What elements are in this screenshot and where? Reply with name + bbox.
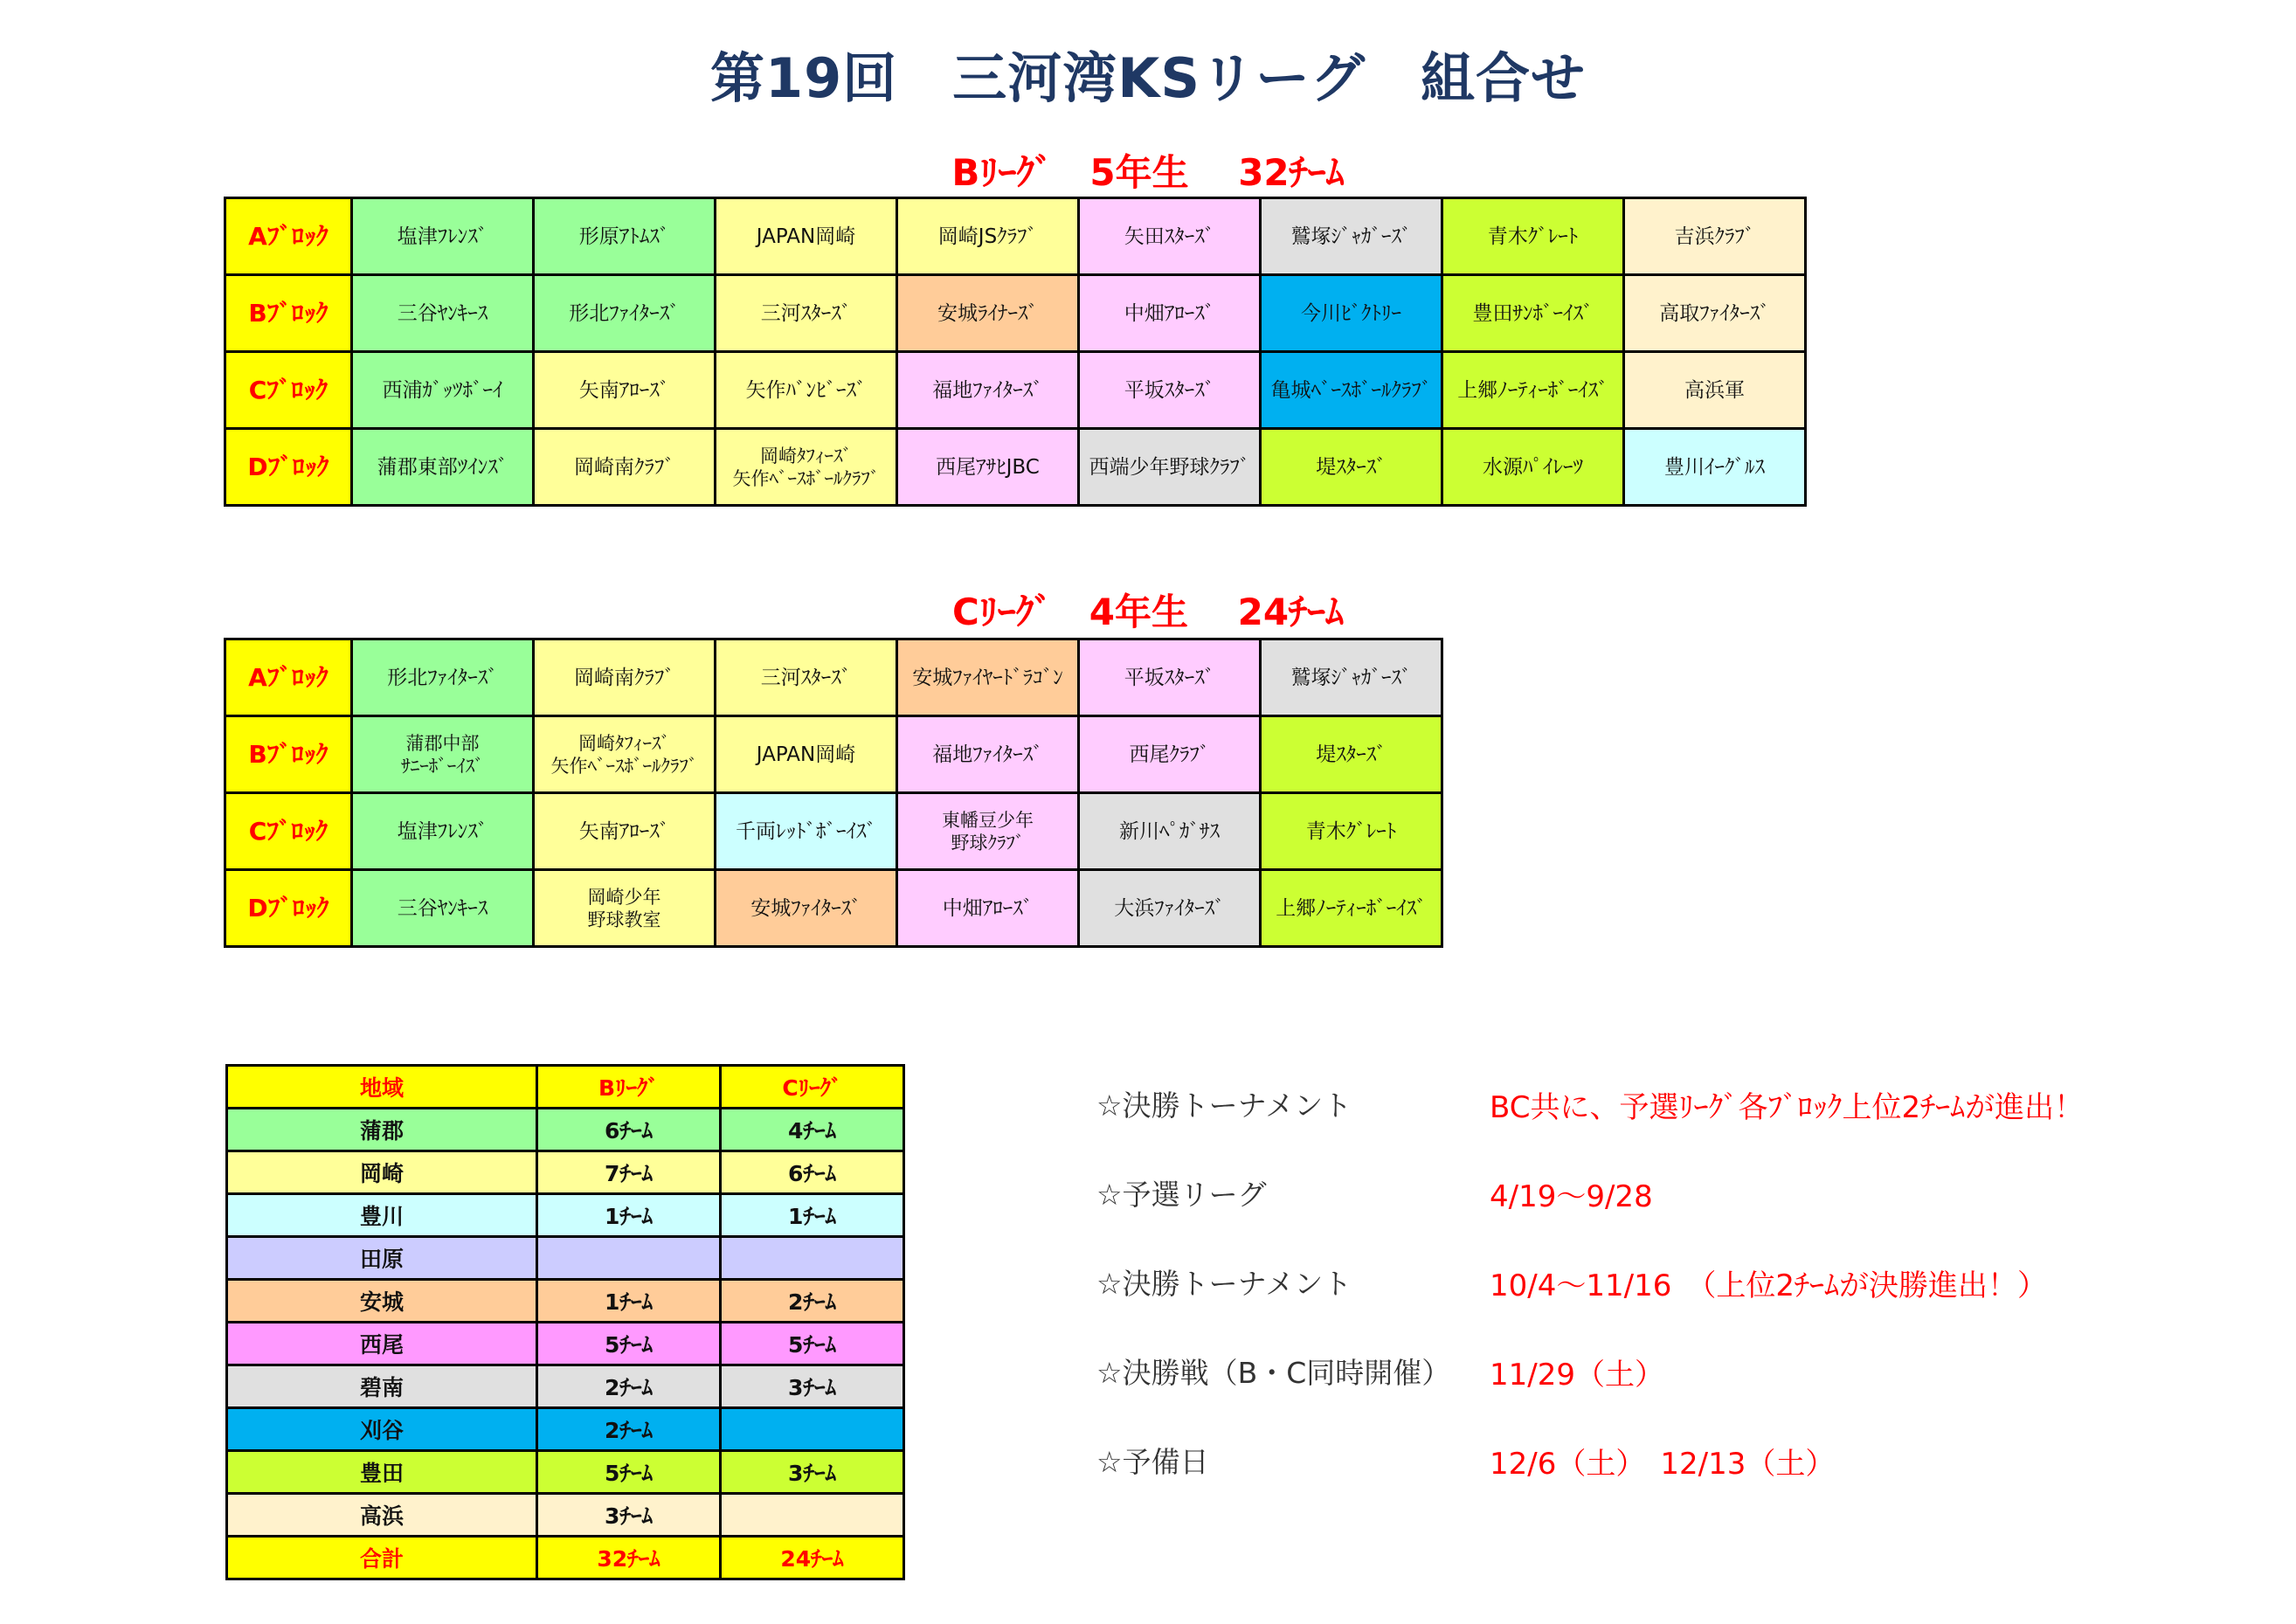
summary-cell-c: 1ﾁｰﾑ bbox=[721, 1194, 904, 1237]
team-cell bbox=[534, 716, 716, 793]
summary-cell-b: 1ﾁｰﾑ bbox=[537, 1280, 721, 1323]
summary-cell-b: 7ﾁｰﾑ bbox=[537, 1151, 721, 1194]
block-label: Aﾌﾞﾛｯｸ bbox=[225, 198, 352, 275]
team-cell: 三河ｽﾀｰｽﾞ bbox=[716, 275, 897, 352]
team-cell: 蒲郡東部ﾂｲﾝｽﾞ bbox=[352, 429, 534, 506]
block-row bbox=[225, 429, 1806, 506]
b-league-heading: Bﾘｰｸﾞ 5年生 32ﾁｰﾑ bbox=[951, 151, 1345, 194]
info-value: 10/4～11/16 （上位2ﾁｰﾑが決勝進出！） bbox=[1490, 1268, 2047, 1303]
c-league-heading: Cﾘｰｸﾞ 4年生 24ﾁｰﾑ bbox=[951, 591, 1345, 633]
summary-cell-region: 安城 bbox=[227, 1280, 537, 1323]
team-cell: 矢南ｱﾛｰｽﾞ bbox=[534, 352, 716, 429]
summary-cell-region: 刈谷 bbox=[227, 1408, 537, 1451]
team-cell: 岡崎南ｸﾗﾌﾞ bbox=[534, 429, 716, 506]
team-name-line: 野球ｸﾗﾌﾞ bbox=[951, 832, 1025, 853]
block-row bbox=[225, 275, 1806, 352]
team-cell: 安城ﾗｲﾅｰｽﾞ bbox=[897, 275, 1079, 352]
team-cell: 福地ﾌｧｲﾀｰｽﾞ bbox=[897, 716, 1079, 793]
team-cell: 中畑ｱﾛｰｽﾞ bbox=[1079, 275, 1261, 352]
team-cell: JAPAN岡崎 bbox=[716, 198, 897, 275]
block-row bbox=[225, 639, 1442, 716]
c-league-table bbox=[224, 638, 1443, 948]
team-name-line: ｻﾆｰﾎﾞｰｲｽﾞ bbox=[401, 755, 484, 777]
team-name-line: 蒲郡中部 bbox=[405, 732, 480, 754]
summary-row bbox=[227, 1365, 904, 1408]
team-cell: 福地ﾌｧｲﾀｰｽﾞ bbox=[897, 352, 1079, 429]
team-cell: 塩津ﾌﾚﾝｽﾞ bbox=[352, 793, 534, 870]
team-cell: 西尾ｸﾗﾌﾞ bbox=[1079, 716, 1261, 793]
page-title: 第19回 三河湾KSリーグ 組合せ bbox=[710, 46, 1586, 110]
summary-header-cell: Bﾘｰｸﾞ bbox=[537, 1066, 721, 1109]
region-summary-table bbox=[225, 1064, 905, 1580]
summary-cell-c: 6ﾁｰﾑ bbox=[721, 1151, 904, 1194]
summary-cell-c: 4ﾁｰﾑ bbox=[721, 1109, 904, 1151]
team-name-line: 矢作ﾍﾞｰｽﾎﾞｰﾙｸﾗﾌﾞ bbox=[550, 755, 698, 777]
team-cell: 青木ｸﾞﾚｰﾄ bbox=[1442, 198, 1624, 275]
team-cell: 西尾ｱｻﾋJBC bbox=[897, 429, 1079, 506]
team-cell: 形北ﾌｧｲﾀｰｽﾞ bbox=[534, 275, 716, 352]
summary-cell-c bbox=[721, 1408, 904, 1451]
team-cell: 塩津ﾌﾚﾝｽﾞ bbox=[352, 198, 534, 275]
team-cell: 中畑ｱﾛｰｽﾞ bbox=[897, 870, 1079, 947]
summary-cell-c: 5ﾁｰﾑ bbox=[721, 1323, 904, 1365]
team-cell: 西浦ｶﾞｯﾂﾎﾞｰｲ bbox=[352, 352, 534, 429]
summary-cell-b bbox=[537, 1237, 721, 1280]
team-name-line: 岡崎ﾀﾌｨｰｽﾞ bbox=[578, 732, 670, 754]
block-label: Dﾌﾞﾛｯｸ bbox=[225, 870, 352, 947]
team-cell: 平坂ｽﾀｰｽﾞ bbox=[1079, 352, 1261, 429]
team-cell: 豊田ｻﾝﾎﾞｰｲｽﾞ bbox=[1442, 275, 1624, 352]
team-cell: JAPAN岡崎 bbox=[716, 716, 897, 793]
team-name-line: 岡崎少年 bbox=[587, 886, 661, 908]
block-label: Bﾌﾞﾛｯｸ bbox=[225, 275, 352, 352]
block-label: Cﾌﾞﾛｯｸ bbox=[225, 352, 352, 429]
team-name-line: 矢作ﾍﾞｰｽﾎﾞｰﾙｸﾗﾌﾞ bbox=[732, 467, 880, 489]
summary-cell-region: 高浜 bbox=[227, 1494, 537, 1537]
summary-cell-b: 1ﾁｰﾑ bbox=[537, 1194, 721, 1237]
team-cell: 堤ｽﾀｰｽﾞ bbox=[1261, 716, 1442, 793]
summary-row bbox=[227, 1109, 904, 1151]
block-row bbox=[225, 198, 1806, 275]
info-label: ☆予選リーグ bbox=[1096, 1178, 1267, 1212]
team-cell: 矢南ｱﾛｰｽﾞ bbox=[534, 793, 716, 870]
team-cell: 形原ｱﾄﾑｽﾞ bbox=[534, 198, 716, 275]
block-label: Dﾌﾞﾛｯｸ bbox=[225, 429, 352, 506]
info-label: ☆決勝トーナメント bbox=[1096, 1088, 1352, 1123]
summary-cell-region: 碧南 bbox=[227, 1365, 537, 1408]
team-cell: 豊川ｲｰｸﾞﾙｽ bbox=[1624, 429, 1806, 506]
info-row bbox=[1096, 1083, 2258, 1172]
summary-cell-b: 2ﾁｰﾑ bbox=[537, 1408, 721, 1451]
team-name-line: 岡崎ﾀﾌｨｰｽﾞ bbox=[760, 445, 852, 466]
info-label: ☆予備日 bbox=[1096, 1445, 1209, 1479]
info-value: 4/19～9/28 bbox=[1490, 1179, 1653, 1214]
summary-total-region: 合計 bbox=[227, 1537, 537, 1579]
summary-cell-b: 5ﾁｰﾑ bbox=[537, 1323, 721, 1365]
summary-cell-region: 岡崎 bbox=[227, 1151, 537, 1194]
summary-cell-b: 6ﾁｰﾑ bbox=[537, 1109, 721, 1151]
team-cell: 矢田ｽﾀｰｽﾞ bbox=[1079, 198, 1261, 275]
block-label: Aﾌﾞﾛｯｸ bbox=[225, 639, 352, 716]
summary-cell-region: 西尾 bbox=[227, 1323, 537, 1365]
info-row bbox=[1096, 1351, 2258, 1440]
team-cell: 岡崎南ｸﾗﾌﾞ bbox=[534, 639, 716, 716]
team-cell: 西端少年野球ｸﾗﾌﾞ bbox=[1079, 429, 1261, 506]
summary-row bbox=[227, 1237, 904, 1280]
summary-cell-b: 3ﾁｰﾑ bbox=[537, 1494, 721, 1537]
summary-total-c: 24ﾁｰﾑ bbox=[721, 1537, 904, 1579]
team-cell: 上郷ﾉｰﾃｨｰﾎﾞｰｲｽﾞ bbox=[1261, 870, 1442, 947]
summary-row bbox=[227, 1194, 904, 1237]
summary-cell-region: 豊田 bbox=[227, 1451, 537, 1494]
summary-cell-c bbox=[721, 1494, 904, 1537]
block-row bbox=[225, 793, 1442, 870]
team-cell: 上郷ﾉｰﾃｨｰﾎﾞｰｲｽﾞ bbox=[1442, 352, 1624, 429]
info-label: ☆決勝戦（B・C同時開催） bbox=[1096, 1356, 1451, 1390]
team-cell: 形北ﾌｧｲﾀｰｽﾞ bbox=[352, 639, 534, 716]
team-cell: 鷲塚ｼﾞｬｶﾞｰｽﾞ bbox=[1261, 639, 1442, 716]
team-cell bbox=[716, 429, 897, 506]
team-cell: 矢作ﾊﾞﾝﾋﾞｰｽﾞ bbox=[716, 352, 897, 429]
summary-row bbox=[227, 1408, 904, 1451]
team-cell bbox=[897, 793, 1079, 870]
summary-header-cell: Cﾘｰｸﾞ bbox=[721, 1066, 904, 1109]
summary-row bbox=[227, 1280, 904, 1323]
summary-cell-b: 2ﾁｰﾑ bbox=[537, 1365, 721, 1408]
team-cell: 三谷ﾔﾝｷｰｽ bbox=[352, 870, 534, 947]
block-label: Bﾌﾞﾛｯｸ bbox=[225, 716, 352, 793]
team-cell: 吉浜ｸﾗﾌﾞ bbox=[1624, 198, 1806, 275]
team-cell: 高取ﾌｧｲﾀｰｽﾞ bbox=[1624, 275, 1806, 352]
summary-total-row bbox=[227, 1537, 904, 1579]
summary-row bbox=[227, 1323, 904, 1365]
team-cell: 千両ﾚｯﾄﾞﾎﾞｰｲｽﾞ bbox=[716, 793, 897, 870]
summary-cell-c bbox=[721, 1237, 904, 1280]
team-cell: 新川ﾍﾟｶﾞｻｽ bbox=[1079, 793, 1261, 870]
summary-cell-region: 豊川 bbox=[227, 1194, 537, 1237]
block-label: Cﾌﾞﾛｯｸ bbox=[225, 793, 352, 870]
summary-cell-c: 3ﾁｰﾑ bbox=[721, 1451, 904, 1494]
block-row bbox=[225, 716, 1442, 793]
summary-row bbox=[227, 1151, 904, 1194]
block-row bbox=[225, 870, 1442, 947]
team-name-line: 東幡豆少年 bbox=[942, 809, 1034, 831]
info-row bbox=[1096, 1172, 2258, 1261]
team-cell: 亀城ﾍﾞｰｽﾎﾞｰﾙｸﾗﾌﾞ bbox=[1261, 352, 1442, 429]
team-cell bbox=[352, 716, 534, 793]
team-cell: 三河ｽﾀｰｽﾞ bbox=[716, 639, 897, 716]
summary-row bbox=[227, 1451, 904, 1494]
team-cell: 水源ﾊﾟｲﾚｰﾂ bbox=[1442, 429, 1624, 506]
info-value: BC共に、予選ﾘｰｸﾞ各ﾌﾞﾛｯｸ上位2ﾁｰﾑが進出！ bbox=[1490, 1090, 2085, 1125]
team-name-line: 野球教室 bbox=[587, 909, 661, 930]
team-cell bbox=[534, 870, 716, 947]
team-cell: 岡崎JSｸﾗﾌﾞ bbox=[897, 198, 1079, 275]
summary-cell-c: 2ﾁｰﾑ bbox=[721, 1280, 904, 1323]
team-cell: 三谷ﾔﾝｷｰｽ bbox=[352, 275, 534, 352]
info-value: 11/29（土） bbox=[1490, 1358, 1664, 1392]
summary-header-row bbox=[227, 1066, 904, 1109]
team-cell: 安城ﾌｧｲﾀｰｽﾞ bbox=[716, 870, 897, 947]
block-row bbox=[225, 352, 1806, 429]
summary-row bbox=[227, 1494, 904, 1537]
schedule-info bbox=[1096, 1083, 2258, 1529]
team-cell: 平坂ｽﾀｰｽﾞ bbox=[1079, 639, 1261, 716]
team-cell: 青木ｸﾞﾚｰﾄ bbox=[1261, 793, 1442, 870]
b-league-table bbox=[224, 197, 1807, 507]
summary-cell-region: 蒲郡 bbox=[227, 1109, 537, 1151]
info-label: ☆決勝トーナメント bbox=[1096, 1267, 1352, 1301]
summary-total-b: 32ﾁｰﾑ bbox=[537, 1537, 721, 1579]
info-value: 12/6（土） 12/13（土） bbox=[1490, 1447, 1836, 1482]
info-row bbox=[1096, 1261, 2258, 1351]
summary-cell-b: 5ﾁｰﾑ bbox=[537, 1451, 721, 1494]
team-cell: 安城ﾌｧｲﾔｰﾄﾞﾗｺﾞﾝ bbox=[897, 639, 1079, 716]
team-cell: 今川ﾋﾞｸﾄﾘｰ bbox=[1261, 275, 1442, 352]
team-cell: 鷲塚ｼﾞｬｶﾞｰｽﾞ bbox=[1261, 198, 1442, 275]
summary-cell-c: 3ﾁｰﾑ bbox=[721, 1365, 904, 1408]
team-cell: 堤ｽﾀｰｽﾞ bbox=[1261, 429, 1442, 506]
summary-cell-region: 田原 bbox=[227, 1237, 537, 1280]
team-cell: 高浜軍 bbox=[1624, 352, 1806, 429]
summary-header-cell: 地域 bbox=[227, 1066, 537, 1109]
team-cell: 大浜ﾌｧｲﾀｰｽﾞ bbox=[1079, 870, 1261, 947]
info-row bbox=[1096, 1440, 2258, 1529]
